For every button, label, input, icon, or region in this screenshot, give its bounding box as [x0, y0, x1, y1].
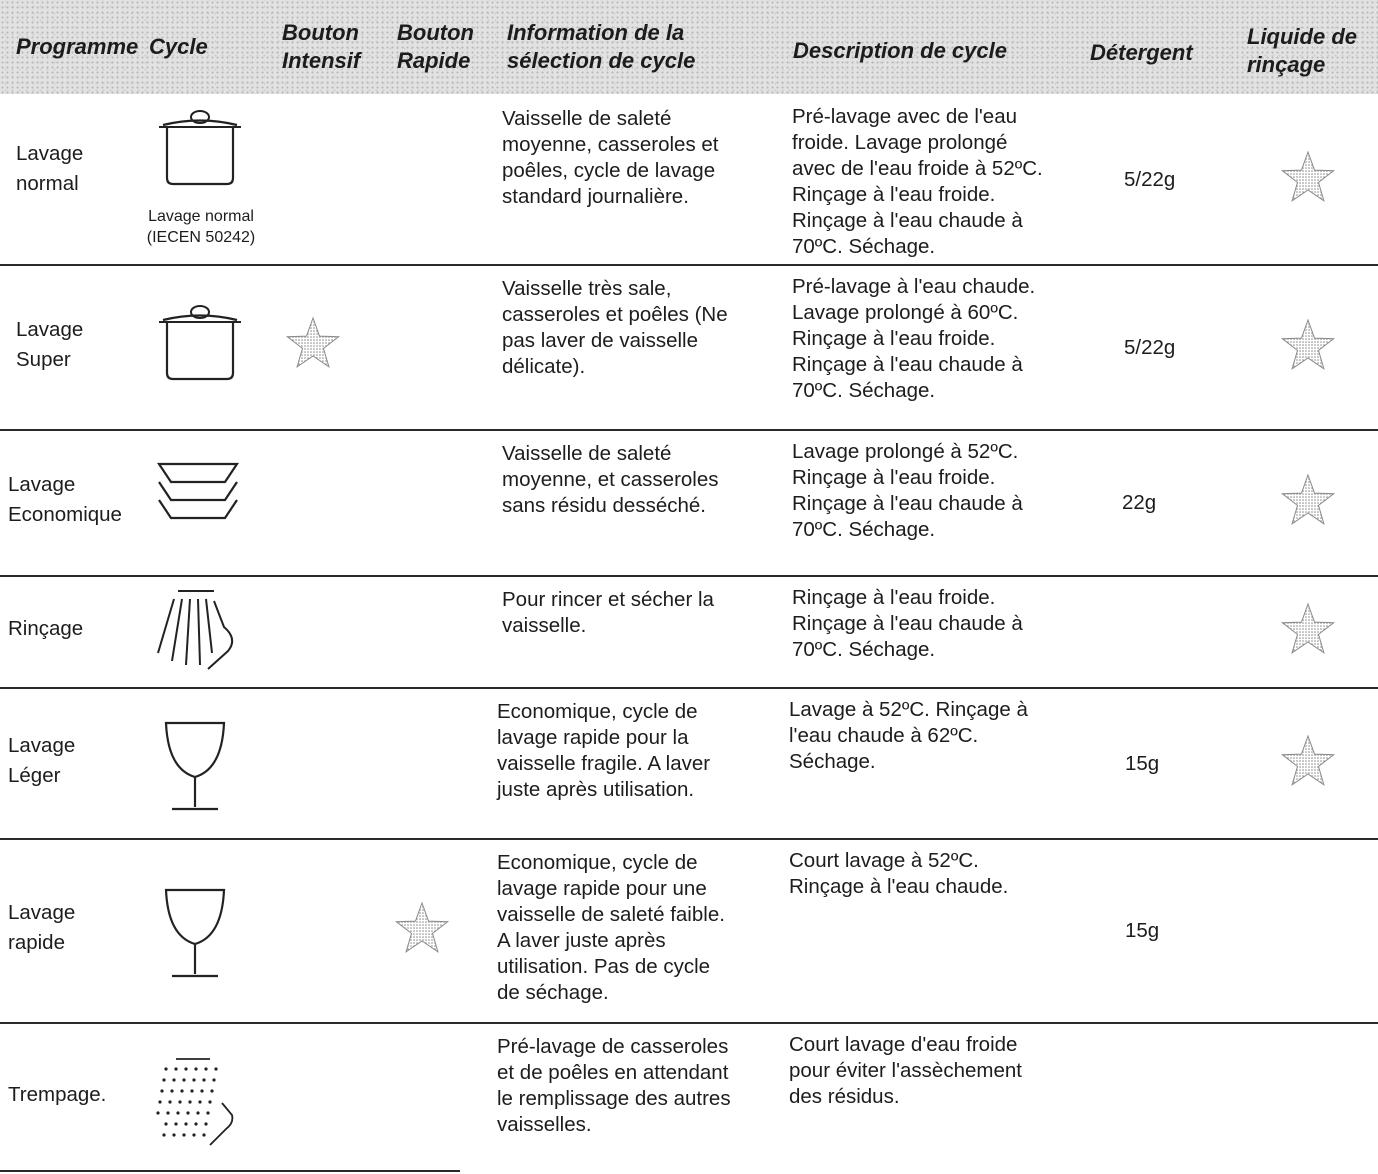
- info-text-line: juste après utilisation.: [497, 778, 695, 801]
- info-text-line: Pour rincer et sécher la: [502, 588, 714, 611]
- header-liquide-line2: rinçage: [1247, 52, 1326, 77]
- info-text-line: Economique, cycle de: [497, 700, 698, 723]
- description-text-line: Court lavage d'eau froide: [789, 1033, 1018, 1056]
- info-text-line: Vaisselle de saleté: [502, 107, 672, 130]
- description-text-line: froide. Lavage prolongé: [792, 131, 1008, 154]
- header-information-line2: sélection de cycle: [507, 48, 696, 73]
- description-text-line: des résidus.: [789, 1085, 900, 1108]
- rinse-spray-icon: [152, 587, 242, 678]
- programme-name: Lavage: [16, 142, 84, 165]
- description-text-line: Rinçage à l'eau chaude à: [792, 492, 1023, 515]
- info-text-line: lavage rapide pour une: [497, 877, 707, 900]
- header-information-line1: Information de la: [507, 20, 685, 45]
- header-rapide-line2: Rapide: [397, 48, 471, 73]
- row-divider: [0, 429, 1378, 431]
- header-liquide-line1: Liquide de: [1247, 24, 1357, 49]
- detergent-amount: 22g: [1122, 491, 1157, 514]
- info-text-line: standard journalière.: [502, 185, 689, 208]
- description-text-line: Rinçage à l'eau chaude à: [792, 353, 1023, 376]
- programme-name: Super: [16, 348, 71, 371]
- info-text-line: le remplissage des autres: [497, 1087, 731, 1110]
- description-text-line: 70ºC. Séchage.: [792, 518, 936, 541]
- description-text-line: Lavage prolongé à 60ºC.: [792, 301, 1019, 324]
- table-row: [0, 575, 1378, 687]
- row-divider: [0, 1022, 1378, 1024]
- row-divider: [0, 687, 1378, 689]
- description-text-line: Pré-lavage avec de l'eau: [792, 105, 1017, 128]
- programme-name: Lavage: [8, 734, 76, 757]
- table-row: [0, 429, 1378, 575]
- description-text-line: l'eau chaude à 62ºC.: [789, 724, 979, 747]
- programme-name: Rinçage: [8, 617, 84, 640]
- info-text-line: Pré-lavage de casseroles: [497, 1035, 729, 1058]
- row-divider: [0, 1170, 460, 1172]
- info-text-line: poêles, cycle de lavage: [502, 159, 716, 182]
- programme-name: rapide: [8, 931, 65, 954]
- liquide-star-icon: [1278, 601, 1338, 666]
- header-programme: Programme: [16, 34, 139, 59]
- info-text-line: vaisselles.: [497, 1113, 592, 1136]
- info-text-line: et de poêles en attendant: [497, 1061, 729, 1084]
- stacked-plates-icon: [155, 458, 241, 535]
- rapide-star-icon: [392, 900, 452, 965]
- description-text-line: Court lavage à 52ºC.: [789, 849, 979, 872]
- description-text-line: avec de l'eau froide à 52ºC.: [792, 157, 1043, 180]
- info-text-line: sans résidu desséché.: [502, 494, 706, 517]
- info-text-line: Vaisselle très sale,: [502, 277, 672, 300]
- info-text-line: vaisselle de saleté faible.: [497, 903, 725, 926]
- table-row: [0, 687, 1378, 838]
- liquide-star-icon: [1278, 149, 1338, 214]
- description-text-line: 70ºC. Séchage.: [792, 235, 936, 258]
- header-description: Description de cycle: [793, 38, 1007, 63]
- description-text-line: Rinçage à l'eau froide.: [792, 466, 996, 489]
- info-text-line: vaisselle.: [502, 614, 587, 637]
- description-text-line: Rinçage à l'eau froide.: [792, 586, 996, 609]
- wine-glass-icon: [160, 886, 230, 985]
- detergent-amount: 5/22g: [1124, 168, 1176, 191]
- row-divider: [0, 838, 1378, 840]
- table-row: [0, 94, 1378, 264]
- header-detergent: Détergent: [1090, 40, 1193, 65]
- wine-glass-icon: [160, 719, 230, 818]
- intensif-star-icon: [283, 315, 343, 380]
- liquide-star-icon: [1278, 472, 1338, 537]
- info-text-line: vaisselle fragile. A laver: [497, 752, 711, 775]
- description-text-line: 70ºC. Séchage.: [792, 638, 936, 661]
- header-intensif-line2: Intensif: [282, 48, 361, 73]
- description-text-line: Rinçage à l'eau chaude.: [789, 875, 1009, 898]
- programme-name: Lavage: [8, 901, 76, 924]
- info-text-line: utilisation. Pas de cycle: [497, 955, 711, 978]
- table-row: [0, 264, 1378, 429]
- programme-name: Economique: [8, 503, 122, 526]
- info-text-line: Vaisselle de saleté: [502, 442, 672, 465]
- pot-icon: [155, 108, 245, 191]
- description-text-line: Lavage à 52ºC. Rinçage à: [789, 698, 1028, 721]
- liquide-star-icon: [1278, 733, 1338, 798]
- description-text-line: Lavage prolongé à 52ºC.: [792, 440, 1019, 463]
- programme-name: Trempage.: [8, 1083, 107, 1106]
- detergent-amount: 15g: [1125, 752, 1160, 775]
- info-text-line: lavage rapide pour la: [497, 726, 689, 749]
- header-cycle: Cycle: [149, 34, 208, 59]
- info-text-line: pas laver de vaisselle: [502, 329, 698, 352]
- icon-caption: (IECEN 50242): [146, 229, 256, 246]
- info-text-line: délicate).: [502, 355, 586, 378]
- header-intensif-line1: Bouton: [282, 20, 359, 45]
- header-rapide-line1: Bouton: [397, 20, 474, 45]
- info-text-line: casseroles et poêles (Ne: [502, 303, 728, 326]
- detergent-amount: 15g: [1125, 919, 1160, 942]
- programme-name: Lavage: [8, 473, 76, 496]
- info-text-line: de séchage.: [497, 981, 609, 1004]
- description-text-line: 70ºC. Séchage.: [792, 379, 936, 402]
- info-text-line: A laver juste après: [497, 929, 666, 952]
- programme-name: Lavage: [16, 318, 84, 341]
- description-text-line: Pré-lavage à l'eau chaude.: [792, 275, 1036, 298]
- liquide-star-icon: [1278, 317, 1338, 382]
- description-text-line: pour éviter l'assèchement: [789, 1059, 1022, 1082]
- info-text-line: Economique, cycle de: [497, 851, 698, 874]
- description-text-line: Séchage.: [789, 750, 876, 773]
- info-text-line: moyenne, et casseroles: [502, 468, 719, 491]
- description-text-line: Rinçage à l'eau froide.: [792, 183, 996, 206]
- row-divider: [0, 264, 1378, 266]
- soak-dots-icon: [150, 1053, 240, 1158]
- detergent-amount: 5/22g: [1124, 336, 1176, 359]
- programme-name: Léger: [8, 764, 61, 787]
- programme-name: normal: [16, 172, 79, 195]
- description-text-line: Rinçage à l'eau froide.: [792, 327, 996, 350]
- row-divider: [0, 575, 1378, 577]
- table-header: [0, 0, 1378, 94]
- description-text-line: Rinçage à l'eau chaude à: [792, 209, 1023, 232]
- info-text-line: moyenne, casseroles et: [502, 133, 719, 156]
- table-row: [0, 838, 1378, 1022]
- table-row: [0, 1022, 1378, 1172]
- description-text-line: Rinçage à l'eau chaude à: [792, 612, 1023, 635]
- icon-caption: Lavage normal: [148, 208, 254, 225]
- pot-icon: [155, 303, 245, 386]
